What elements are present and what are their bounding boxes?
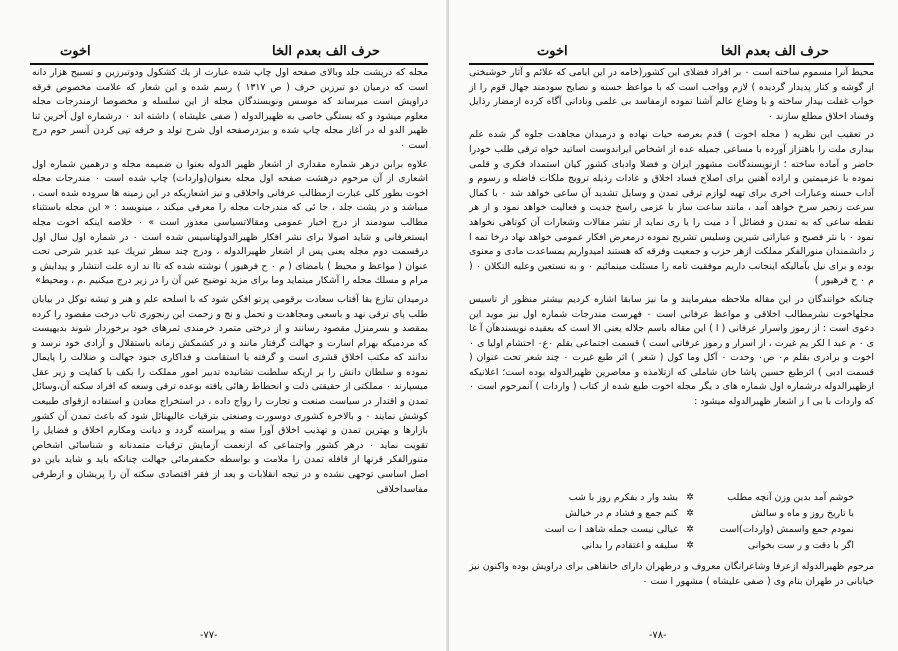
right-page (449, 0, 898, 651)
left-body-text (32, 66, 428, 624)
left-page-number: -۷۷- (200, 630, 218, 641)
poem (509, 492, 854, 556)
poem-hemistich: غیالی نیست جمله شاهد ا ت است (544, 524, 678, 535)
right-page-header (449, 44, 898, 62)
paragraph: مجله که درپشت جلد وبالای صفحه اول چاپ شده عبارت از یك کشکول ودوتبرزین و تسبیح هزار دانه است که درمیان دو تبرزین حرف ( ص ۱۳۱۷ ) رسم شده و این شعار که علامت مخصوص فرقه دراویش است میرساند که موسس ونویسندگان مجله از این سلسله و مخصوصا ازمندرجات مجله معلوم میشود و که بستگی خاصی به ظهیرالدوله ( صفی علیشاه ) داشته اند ۰ درشماره اول آخرین ثنا ظهیر الدو له در آغاز مجله چاپ شده و بیزدرصفحه اول شرح تولد و خرقه تپی کردن آنسر حوم درج است ۰ (32, 67, 429, 151)
left-header-title: حرف الف بعدم الخا (272, 44, 380, 59)
poem-hemistich: کنم جمع و فشاد م در خیالش (565, 508, 678, 519)
poem-verse (509, 524, 854, 540)
poem-hemistich: نمودم جمع واسمش (واردات)است (719, 524, 854, 535)
poem-hemistich: بشد وار د بفکرم روز با شب (568, 492, 678, 503)
left-header-name: اخوت (60, 44, 91, 59)
poem-hemistich: اگر با دقت و ر ست بخوانی (747, 540, 854, 551)
left-page-header (0, 44, 449, 62)
paragraph: در تعقیب این نظریه ( مجله اخوت ) قدم بعرصه حیات نهاده و درمیدان مجاهدت جلوه گر شده علم بیداری ملت را باهتزاز آورده با مساعی جمیله عده از اشخاص ایراندوست اساتید خواه ترقی طلب خودرا حاضر و آماده ساخته ؛ ازنویسندگانت مشهور ایران و فضلا وادبای کشور کیان استمداد فکری و قلمی نموده با عزمیمتین و اراده آهنین برای اصلاح فساد اخلاق و عادات رذیله ترویج ملکات فاضله و رسوم و آداب حسنه وعبارات اخری برای تهیه لوازم ترقی تمدن و وسایل تشدید آن ساعی خواهد شد ۰ با کمال سرعت زنجیر سرخ خواهد آمد ، مانند ساعت ساز با عزمی راسخ جدیت و فعالیت خواهد نمود و از هر نقطه ساعی که به تمدن و فضائل آ د میت را یا ری نماید از نشر مقالات وشعارات آن کوتاهی نخواهد نمود ۰ با نثر فصیح و عباراتی شیرین وسلیس تشریح نموده درمعرض افکار عمومی خواهد نهاد درخا تمه ا ز دانشمندان منورالفکر مملکت ازهر حزب و جمعیت وفرقه که هستند امیدواریم بمساعدت مادی و معنوی بوده و برای نیل بآمالیکه اینجانب داریم موفقیت تامه را مسئلت مینمائیم ۰ و به نستعین وعلیه التکلان ۰ ( م ۰ ح فرهیور ) (469, 129, 875, 287)
right-body-text (469, 66, 874, 490)
poem-hemistich: با تاریخ روز و ماه و سالش (751, 508, 854, 519)
poem-hemistich: خوشم آمد بدین وزن آنچه مطلب (727, 492, 854, 503)
right-header-title: حرف الف بعدم الخا (721, 44, 829, 59)
star-icon: ✲ (686, 524, 694, 535)
poem-verse (509, 492, 854, 508)
star-icon: ✲ (686, 492, 694, 503)
star-icon: ✲ (686, 540, 694, 551)
paragraph: مرحوم ظهیرالدوله ازعرفا وشاعرانگان معروف و درطهران دارای خانقاهی برای دراویش بوده واکنون نیز خیابانی در طهران بنام وی ( صفی علیشاه ) مشهور ا ست ۰ (469, 561, 874, 587)
paragraph: چنانکه خوانندگان در این مقاله ملاحظه میفرمایند و ما نیز سابقا اشاره کردیم بیشتر منظور از تاسیس مجلهاخوت نشرمطالب اخلاقی و مواعظ عرفانی است ۰ فهرست مندرجات شماره اول نیز موید این دعوی است : از رموز واسرار عرفانی ( ا ) این مقاله باسم جلاله یعنی الا است که بعقیده نویسندهآن آ غا ی ۰ م عبد ا لکر یم غیرت ، از اسرار و رموز عرفانی است ) قسمت اجتماعی بقلم ۰ع۰ احتشام اولیا ی ۰ اخوت و برادری بقلم م۰ ص۰ وحدت ۰ آکل وما کول ( شعر ) اثر طبع غیرت ۰ چند شعر تحت عنوان ( قسمت ادبی ) اثرطبع حسین پاشا خان شاملی که ازتلامذه و معاصرین ظهیرالدوله بوده است؛ اعلانیکه ازظهیرالدوله درشماره اول شماره های د یگر مجله اخوت طبع شده از کتاب ( واردات ) آنمرحوم است ۰ که واردات با بی ا ز اشعار ظهیرالدوله میشود : (469, 293, 874, 408)
paragraph: علاوه برابن درهر شماره مقداری از اشعار ظهیر الدوله بعنوا ن ضمیمه مجله و درهمین شماره اول اشعاری از آن مرحوم درهشت صفحه اول مجله بعنوان(واردات) چاپ شده است ۰ مندرجات مجله اخوت بطور کلی عبارت ازمطالب عرفانی واخلاقی و نیز اشعاریکه در این زمینه ها سروده شده است ، میباشد و در پشت جلد ، جا ئی که مندرجات مجله را معرفی میکند ، مینویسد : « این مجله باستثناء مطالب سودمند از درج اخبار عمومی ومقالاتسیاسی معذور است » ۰ خلاصه اینکه اخوت مجله ایستعرفانی و شاید اصولا برای نشر افکار ظهیرالدولهتاسیس شده است ۰ در شماره اول سال اول درقسمت دوم مجله یعنی پس از اشعار ظهیرالدوله ، ودرج چند سطر تبریك عید غدیر شرحی تحت عنوان ( مواعظ و محیط ) بامضای ( م ۰ ح فرهیور ) نوشته شده که تاا ند ازه علت انتشار و پیدایش و مرام و مسلك مجله را آشکار مینماید وما برای مزید توضیح عین آن را در زیر درج میکنیم .م ، ومحیط» (32, 158, 428, 287)
right-closing-text (469, 560, 874, 622)
right-page-number: -۷۸- (649, 630, 667, 641)
poem-verse (509, 508, 854, 524)
right-header-rule (469, 63, 874, 65)
poem-hemistich: سلیقه و اعتقادم را بدانی (581, 540, 678, 551)
right-header-name: اخوت (537, 44, 568, 59)
paragraph: محیط آنرا مسموم ساخته است ۰ بر افراد فضلای این کشور(خامه در این ایامی که علائم و آثار خوشبختی از گوشه و کنار پدیدار گردیده ) لازم وواجب است که با مواعظ حسنه و نصایح سودمند جهال قوم را از خواب غفلت بیدار ساخته و با وضاع عالم آشنا نموده ازمفاسد بی علمی ونادانی آگاه کرده ازمضار رذایل وفساد اخلاق مطلع سازند ۰ (469, 67, 874, 122)
paragraph: درمیدان تنازع بقا آفتاب سعادت برقومی پرتو افکن شود که با اسلحه علم و هنر و تیشه توکل در بیابان طلب پای ترقی نهد و باسعی ومجاهدت و تحمل و نج و زحمت این رنجوری تاب درخت مقصود را کرده بمقصد و بسرمنزل مقصود رسانند و از درختی متمرد خرمندی ثمرهای خود برخوردار شوند بدیهیست که مردمیکه بهرام اسارت و جهالت گرفتار مانند و در کشمکش زمانه باستقلال و آزادی خود نرسد و ندانند که مکتب اخلاق قشری است و گرفته با استقامت و فداکاری جنود جهالت و ضلالت را پایمال نموده و سلطان دانش را بر اریکه سلطنت نشانیده تدبیر امور مملکت را بکف با کفایت و زیر عقل میسپارند ۰ مملکتی از حقیقتی ذلت و انحطاط رهائی یافته بوعده ترقی وسعه که افراد سکنه آن،وسائل تمدن و اقتدار در سیاست صنعت و تجارت را رواج داده ، در استخراج معادن و استفاده ازقوای طبیعت کوشش نمایند ۰ و بالاخره کشوری دوسورت وصنعتی بترقیات عالیهنائل شود که باعث تمدن آن کشور بازارها و بهترین تمدن و تهذیب اخلاق آورا سته و پیراسته گردد و دیانت ومکارم اخلاق و فضایل را تقویت نماید ۰ درهر کشور واجتماعی که ازنعمت آزمایش ترقیات متمدنانه و شناسائی اشخاص متنورالفکر قرنها از قافله تمدن را ملامت و بواسطه حکمفرمائی جهالت چنانکه باید و شاید باین دو اصل اساسی توجهی نشده و در تیجه انقلابات و بعد از فقر اقتصادی سکته آن را پریشان و ازطرفی مفاسداخلاقی (32, 293, 428, 495)
left-header-rule (30, 63, 428, 65)
poem-verse (509, 540, 854, 556)
star-icon: ✲ (686, 508, 694, 519)
